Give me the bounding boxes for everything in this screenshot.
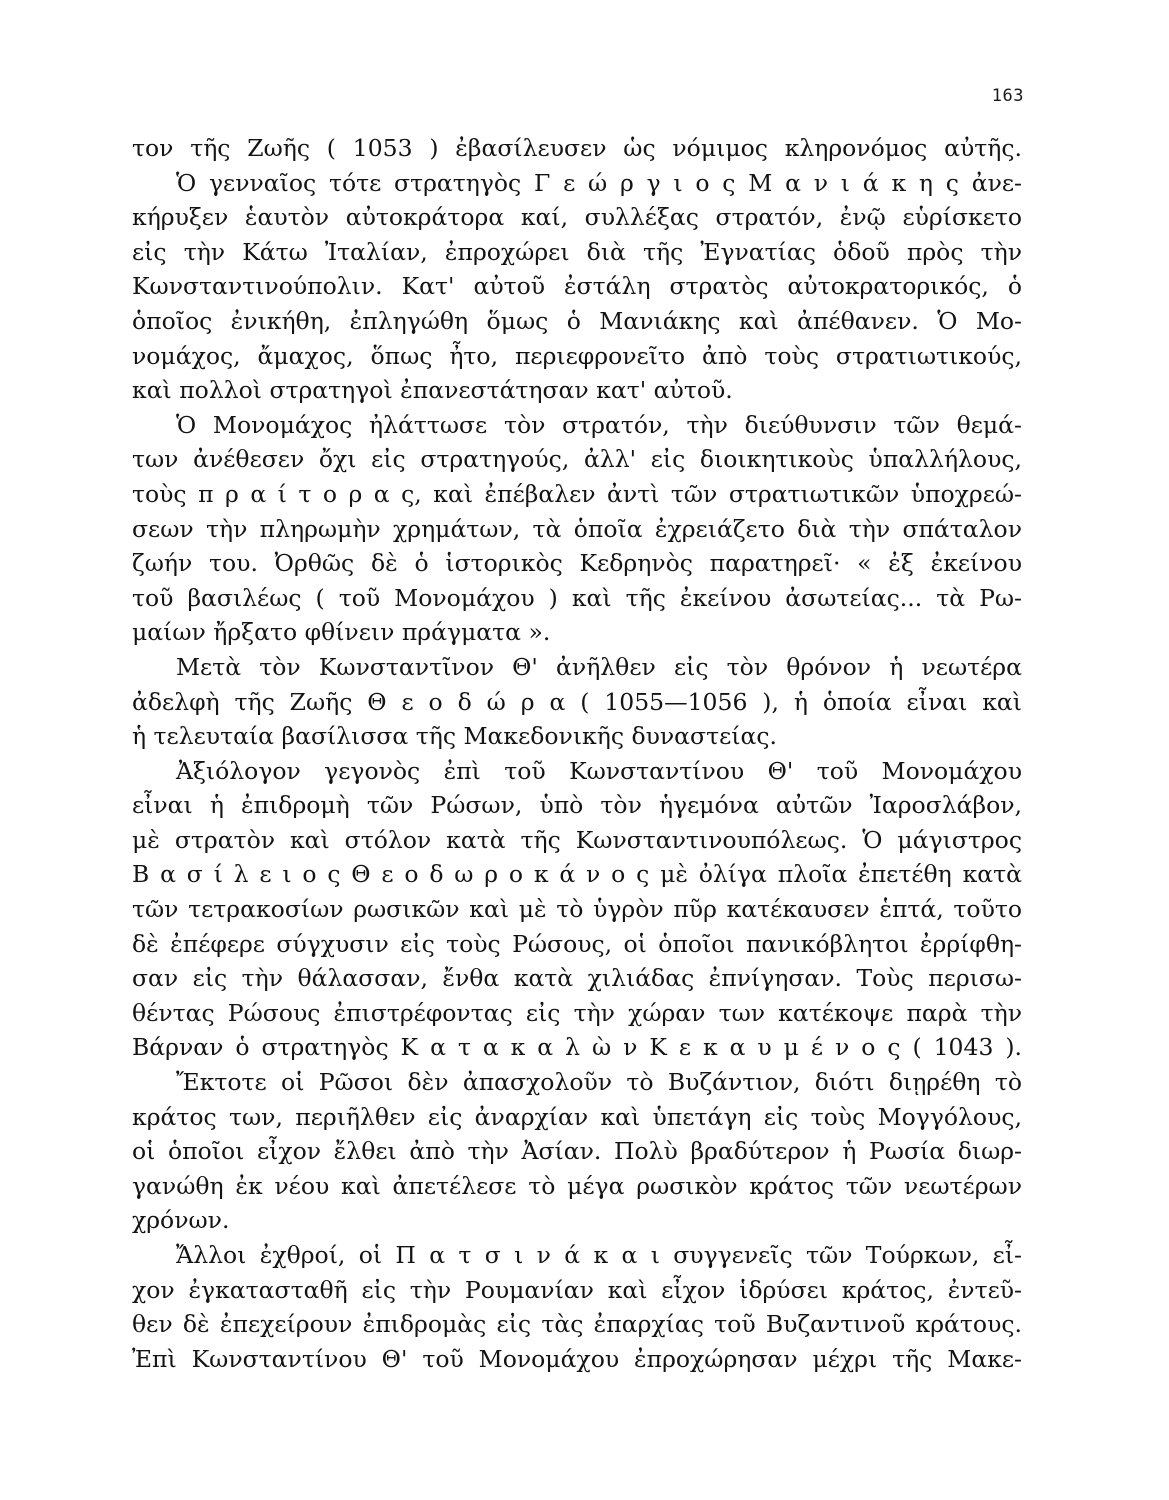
body-text: [132, 131, 1022, 1376]
text-line: χρόνων.: [132, 1206, 230, 1235]
text-line: σεων τὴν πληρωμὴν χρημάτων, τὰ ὁποῖα ἐχρειάζετο διὰ τὴν σπάταλον: [132, 514, 1022, 543]
text-line: Βάρναν ὁ στρατηγὸς Κ α τ α κ α λ ὼ ν Κ ε κ α υ μ έ ν ο ς ( 1043 ).: [132, 1033, 1022, 1062]
text-line: Κωνσταντινούπολιν. Κατ' αὐτοῦ ἐστάλη στρατὸς αὐτοκρατορικός, ὁ: [132, 272, 1022, 301]
text-line: θέντας Ρώσους ἐπιστρέφοντας εἰς τὴν χώραν των κατέκοψε παρὰ τὴν: [132, 998, 1022, 1027]
text-line: καὶ πολλοὶ στρατηγοὶ ἐπανεστάτησαν κατ' αὐτοῦ.: [132, 376, 733, 405]
text-line: Ἀξιόλογον γεγονὸς ἐπὶ τοῦ Κωνσταντίνου Θ' τοῦ Μονομάχου: [176, 756, 1022, 785]
text-line: Ἐπὶ Κωνσταντίνου Θ' τοῦ Μονομάχου ἐπροχώρησαν μέχρι τῆς Μακε-: [132, 1344, 1022, 1373]
text-line: Ἄλλοι ἐχθροί, οἱ Π α τ σ ι ν ά κ α ι συγγενεῖς τῶν Τούρκων, εἶ-: [176, 1241, 1022, 1269]
text-line: σαν εἰς τὴν θάλασσαν, ἔνθα κατὰ χιλιάδας ἐπνίγησαν. Τοὺς περισω-: [132, 964, 1022, 993]
text-line: Μετὰ τὸν Κωνσταντῖνον Θ' ἀνῆλθεν εἰς τὸν θρόνον ἡ νεωτέρα: [176, 652, 1022, 681]
text-line: μαίων ἤρξατο φθίνειν πράγματα ».: [132, 618, 551, 647]
text-line: χον ἐγκατασταθῆ εἰς τὴν Ρουμανίαν καὶ εἶχον ἱδρύσει κράτος, ἐντεῦ-: [132, 1275, 1022, 1304]
text-line: νομάχος, ἄμαχος, ὅπως ἦτο, περιεφρονεῖτο ἀπὸ τοὺς στρατιωτικούς,: [132, 341, 1022, 370]
text-line: θεν δὲ ἐπεχείρουν ἐπιδρομὰς εἰς τὰς ἐπαρχίας τοῦ Βυζαντινοῦ κράτους.: [132, 1310, 1022, 1339]
text-line: ὁποῖος ἐνικήθη, ἐπληγώθη ὅμως ὁ Μανιάκης καὶ ἀπέθανεν. Ὁ Μο-: [132, 306, 1022, 335]
text-line: Ἔκτοτε οἱ Ρῶσοι δὲν ἀπασχολοῦν τὸ Βυζάντιον, διότι διῃρέθη τὸ: [176, 1068, 1022, 1097]
text-line: τῶν τετρακοσίων ρωσικῶν καὶ μὲ τὸ ὑγρὸν πῦρ κατέκαυσεν ἑπτά, τοῦτο: [132, 895, 1022, 924]
text-line: κράτος των, περιῆλθεν εἰς ἀναρχίαν καὶ ὑπετάγη εἰς τοὺς Μογγόλους,: [132, 1102, 1022, 1131]
text-line: γανώθη ἐκ νέου καὶ ἀπετέλεσε τὸ μέγα ρωσικὸν κράτος τῶν νεωτέρων: [132, 1171, 1022, 1200]
text-line: δὲ ἐπέφερε σύγχυσιν εἰς τοὺς Ρώσους, οἱ ὁποῖοι πανικόβλητοι ἐρρίφθη-: [132, 929, 1022, 958]
text-line: μὲ στρατὸν καὶ στόλον κατὰ τῆς Κωνσταντινουπόλεως. Ὁ μάγιστρος: [132, 825, 1022, 854]
text-line: των ἀνέθεσεν ὄχι εἰς στρατηγούς, ἀλλ' εἰς διοικητικοὺς ὑπαλλήλους,: [132, 445, 1022, 474]
text-line: ζωήν του. Ὀρθῶς δὲ ὁ ἱστορικὸς Κεδρηνὸς παρατηρεῖ· « ἐξ ἐκείνου: [132, 549, 1022, 578]
text-line: οἱ ὁποῖοι εἶχον ἔλθει ἀπὸ τὴν Ἀσίαν. Πολὺ βραδύτερον ἡ Ρωσία διωρ-: [132, 1137, 1022, 1166]
text-line: ἡ τελευταία βασίλισσα τῆς Μακεδονικῆς δυναστείας.: [132, 722, 777, 751]
page-number: 163: [991, 86, 1024, 106]
text-line: Ὁ Μονομάχος ἠλάττωσε τὸν στρατόν, τὴν διεύθυνσιν τῶν θεμά-: [176, 410, 1022, 439]
text-line: τοὺς π ρ α ί τ ο ρ α ς, καὶ ἐπέβαλεν ἀντὶ τῶν στρατιωτικῶν ὑποχρεώ-: [132, 479, 1022, 508]
text-line: τον τῆς Ζωῆς ( 1053 ) ἐβασίλευσεν ὡς νόμιμος κληρονόμος αὐτῆς.: [132, 134, 1022, 162]
text-line: εἶναι ἡ ἐπιδρομὴ τῶν Ρώσων, ὑπὸ τὸν ἡγεμόνα αὐτῶν Ἰαροσλάβον,: [132, 791, 1022, 820]
text-line: ἀδελφὴ τῆς Ζωῆς Θ ε ο δ ώ ρ α ( 1055—1056 ), ἡ ὁποία εἶναι καὶ: [132, 687, 1022, 716]
text-line: κήρυξεν ἑαυτὸν αὐτοκράτορα καί, συλλέξας στρατόν, ἐνῷ εὑρίσκετο: [132, 203, 1022, 232]
text-line: Ὁ γενναῖος τότε στρατηγὸς Γ ε ώ ρ γ ι ο ς Μ α ν ι ά κ η ς ἀνε-: [176, 168, 1022, 197]
text-line: Β α σ ί λ ε ι ο ς Θ ε ο δ ω ρ ο κ ά ν ο ς μὲ ὀλίγα πλοῖα ἐπετέθη κατὰ: [132, 860, 1022, 889]
text-line: εἰς τὴν Κάτω Ἰταλίαν, ἐπροχώρει διὰ τῆς Ἐγνατίας ὁδοῦ πρὸς τὴν: [132, 237, 1022, 266]
text-line: τοῦ βασιλέως ( τοῦ Μονομάχου ) καὶ τῆς ἐκείνου ἀσωτείας... τὰ Ρω-: [132, 583, 1022, 612]
